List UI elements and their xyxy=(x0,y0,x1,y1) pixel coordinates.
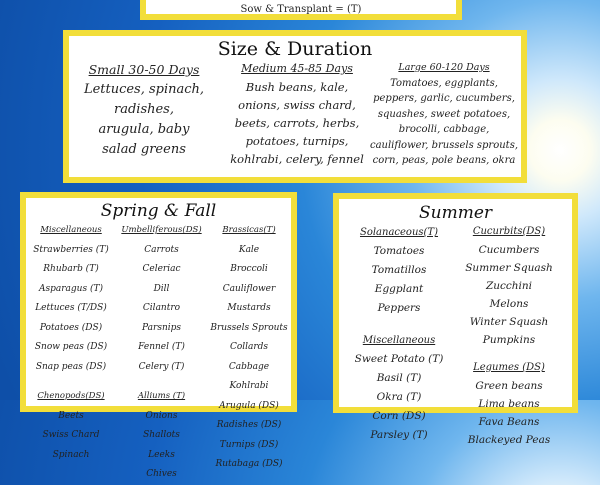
column xyxy=(204,221,294,475)
list-item: Tomatoes xyxy=(373,245,425,257)
list-item: radishes, xyxy=(114,102,174,117)
list-item: Asparagus (T) xyxy=(39,283,103,294)
list-item: Rhubarb (T) xyxy=(43,264,99,274)
list-item: Celeriac xyxy=(142,264,181,274)
list-item: Celery (T) xyxy=(138,361,185,372)
list-item: Sweet Potato (T) xyxy=(354,353,444,365)
legend-box xyxy=(140,0,462,20)
list-item: Onions xyxy=(145,410,178,421)
group-heading: Miscellaneous xyxy=(362,335,436,346)
group-heading: Chenopods(DS) xyxy=(37,391,105,401)
list-item: Cilantro xyxy=(142,303,181,313)
column xyxy=(369,60,519,169)
column xyxy=(69,60,219,160)
list-item: Peppers xyxy=(377,302,421,314)
list-item: Snow peas (DS) xyxy=(34,342,108,352)
list-item: brocolli, cabbage, xyxy=(398,124,490,135)
list-item: Rutabaga (DS) xyxy=(215,459,283,469)
list-item: Kohlrabi xyxy=(229,381,269,391)
list-item: Kale xyxy=(238,244,260,255)
summer-title: Summer xyxy=(418,203,493,223)
spring-title: Spring & Fall xyxy=(100,201,217,221)
list-item: Tomatillos xyxy=(371,264,427,276)
column xyxy=(217,60,377,168)
list-item: Dill xyxy=(153,283,170,294)
group-heading: Cucurbits(DS) xyxy=(472,226,546,237)
list-item: Arugula (DS) xyxy=(219,400,279,411)
size-title: Size & Duration xyxy=(217,38,373,60)
list-item: Lettuces, spinach, xyxy=(83,82,205,97)
column xyxy=(344,223,454,445)
list-item: Spinach xyxy=(52,449,90,460)
list-item: Mustards xyxy=(227,303,271,313)
list-item: Bush beans, kale, xyxy=(245,80,349,94)
group-heading: Brassicas(T) xyxy=(222,225,276,235)
list-item: Green beans xyxy=(475,380,543,392)
list-item: Beets xyxy=(58,410,84,421)
list-item: Swiss Chard xyxy=(42,430,100,440)
group-heading: Small 30-50 Days xyxy=(88,62,200,77)
list-item: beets, carrots, herbs, xyxy=(234,116,360,130)
list-item: Parsley (T) xyxy=(370,429,428,441)
list-item: Lima beans xyxy=(478,398,540,410)
list-item: Cabbage xyxy=(228,361,270,372)
list-item: arugula, baby xyxy=(98,122,190,137)
group-heading: Miscellaneous xyxy=(40,225,102,235)
list-item: Leeks xyxy=(148,449,175,460)
group-heading: Large 60-120 Days xyxy=(398,62,490,73)
size-duration-box xyxy=(63,30,527,183)
list-item: Cauliflower xyxy=(222,283,276,294)
list-item: Blackeyed Peas xyxy=(467,434,551,446)
group-heading: Umbelliferous(DS) xyxy=(121,225,202,235)
list-item: Snap peas (DS) xyxy=(35,361,107,372)
list-item: Fava Beans xyxy=(478,416,540,428)
list-item: Brussels Sprouts xyxy=(210,322,288,333)
list-item: Corn (DS) xyxy=(372,410,426,422)
list-item: salad greens xyxy=(102,142,186,157)
column xyxy=(454,223,564,449)
list-item: peppers, garlic, cucumbers, xyxy=(373,93,515,104)
group-heading: Medium 45-85 Days xyxy=(241,62,353,75)
group-heading: Solanaceous(T) xyxy=(359,227,439,238)
list-item: Cucumbers xyxy=(478,244,540,256)
list-item: Broccoli xyxy=(230,264,268,274)
legend-transplant: Sow & Transplant = (T) xyxy=(240,4,362,15)
spring-fall-box xyxy=(20,192,297,479)
column xyxy=(26,221,116,465)
list-item: Melons xyxy=(489,298,529,310)
list-item: kohlrabi, celery, fennel xyxy=(230,152,364,166)
list-item: Okra (T) xyxy=(376,391,422,403)
list-item: squashes, sweet potatoes, xyxy=(377,108,511,120)
group-heading: Alliums (T) xyxy=(137,391,186,401)
list-item: Basil (T) xyxy=(376,372,422,384)
list-item: Collards xyxy=(229,342,269,352)
list-item: onions, swiss chard, xyxy=(238,98,356,112)
list-item: Carrots xyxy=(144,244,179,255)
list-item: Chives xyxy=(146,469,177,479)
list-item: Shallots xyxy=(143,430,180,440)
list-item: Zucchini xyxy=(485,280,533,292)
group-heading: Legumes (DS) xyxy=(473,362,545,373)
list-item: Lettuces (T/DS) xyxy=(35,303,107,313)
list-item: Tomatoes, eggplants, xyxy=(390,77,498,89)
list-item: Potatoes (DS) xyxy=(39,322,103,333)
list-item: Strawberries (T) xyxy=(33,244,109,255)
list-item: corn, peas, pole beans, okra xyxy=(372,155,516,166)
list-item: Eggplant xyxy=(374,283,424,295)
summer-box xyxy=(333,193,578,446)
list-item: Winter Squash xyxy=(469,316,549,328)
list-item: potatoes, turnips, xyxy=(245,134,349,148)
list-item: Turnips (DS) xyxy=(219,439,279,450)
list-item: cauliflower, brussels sprouts, xyxy=(369,139,519,151)
column xyxy=(114,221,209,485)
list-item: Radishes (DS) xyxy=(216,420,282,430)
list-item: Parsnips xyxy=(142,322,181,333)
list-item: Summer Squash xyxy=(465,262,553,274)
list-item: Fennel (T) xyxy=(138,342,185,352)
list-item: Pumpkins xyxy=(482,334,536,346)
